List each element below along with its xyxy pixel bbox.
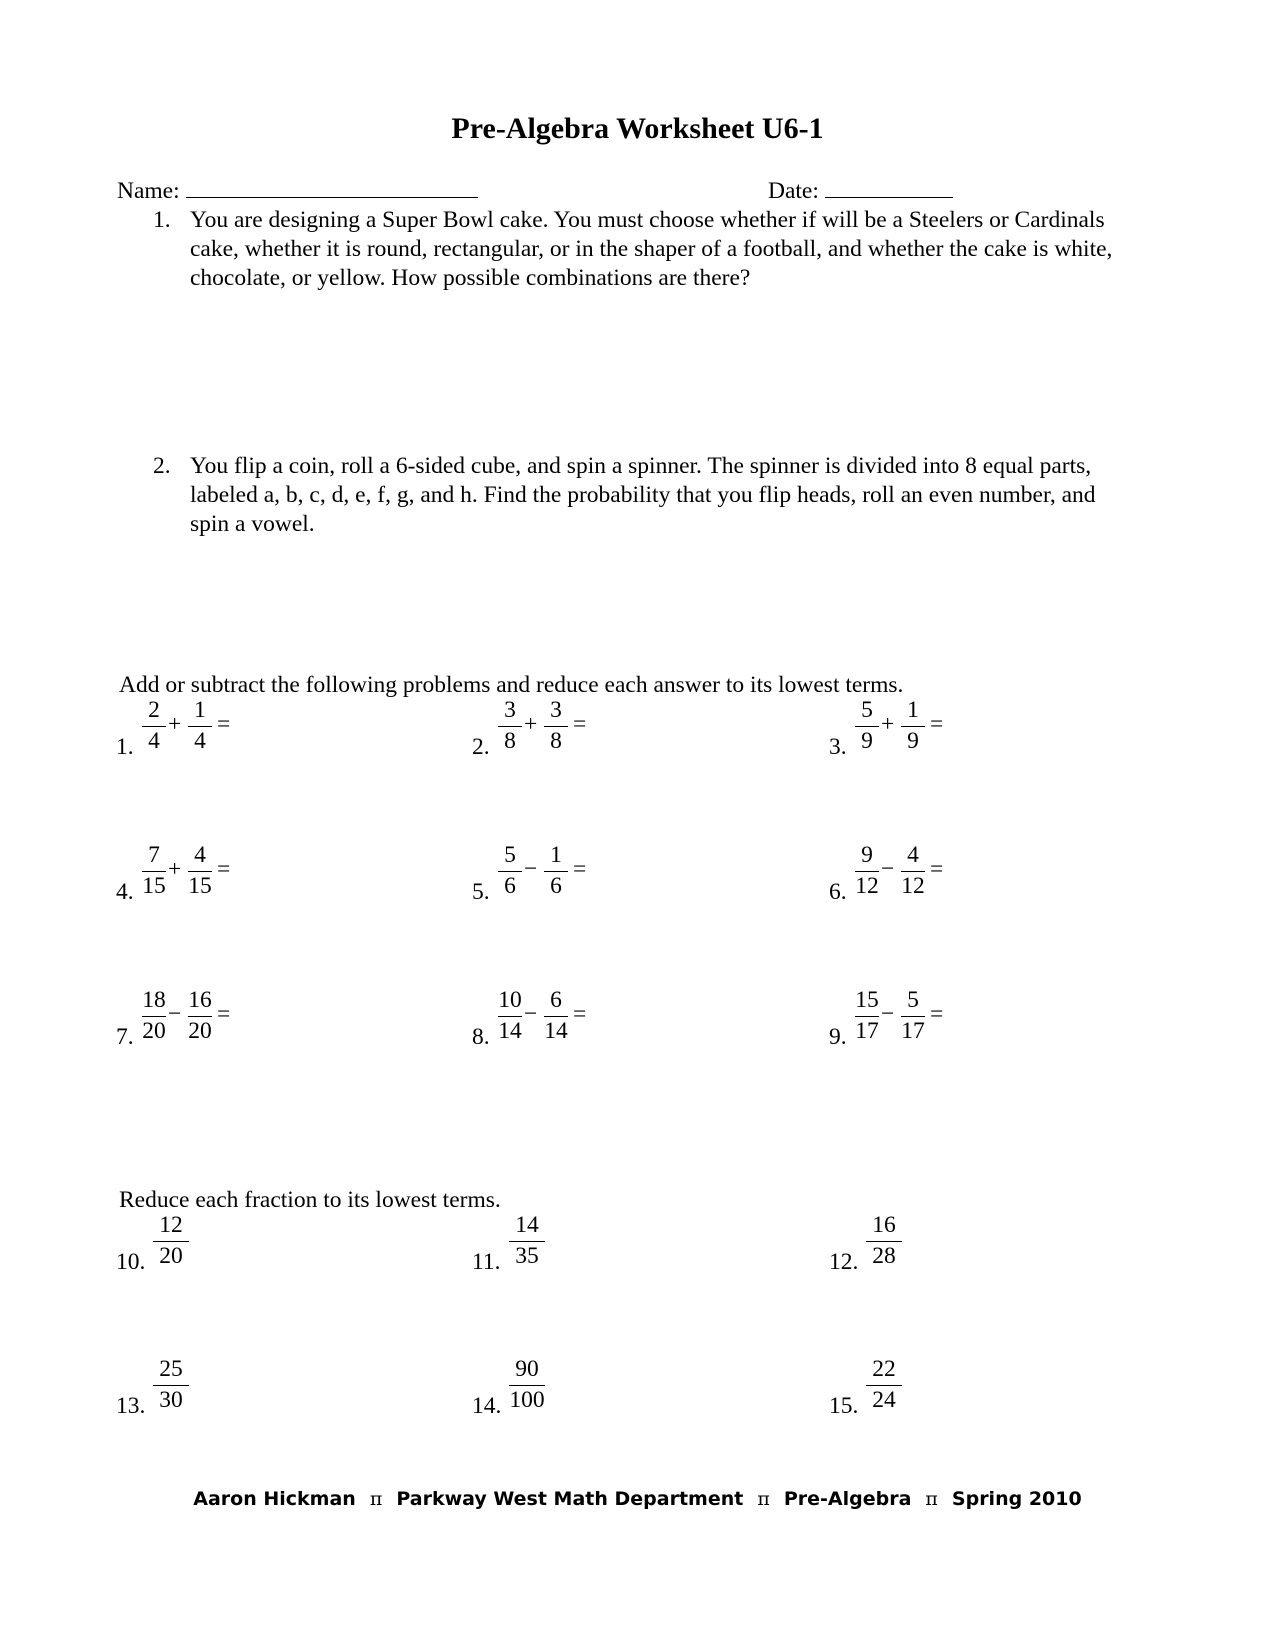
- name-label: Name:: [117, 178, 180, 204]
- question-number: 1.: [153, 207, 171, 233]
- operator: +: [524, 711, 538, 737]
- problem-number: 6.: [829, 879, 847, 905]
- numerator: 1: [550, 842, 562, 868]
- numerator: 16: [872, 1212, 896, 1238]
- fraction-bar: [188, 871, 212, 872]
- date-field[interactable]: [768, 178, 953, 205]
- problem-number: 10.: [116, 1249, 146, 1275]
- equals-sign: =: [573, 1001, 587, 1027]
- fraction-bar: [142, 1016, 166, 1017]
- equals-sign: =: [573, 711, 587, 737]
- problem-number: 4.: [116, 879, 134, 905]
- denominator: 15: [142, 873, 166, 899]
- denominator: 20: [159, 1243, 183, 1269]
- equals-sign: =: [217, 856, 231, 882]
- problem-number: 12.: [829, 1249, 859, 1275]
- operator: +: [168, 711, 182, 737]
- denominator: 6: [504, 873, 516, 899]
- denominator: 8: [504, 728, 516, 754]
- equals-sign: =: [930, 856, 944, 882]
- problem-number: 13.: [116, 1393, 146, 1419]
- equals-sign: =: [217, 711, 231, 737]
- fraction-bar: [498, 726, 522, 727]
- numerator: 7: [148, 842, 160, 868]
- name-field[interactable]: [117, 178, 478, 205]
- fraction-bar: [544, 726, 568, 727]
- reduce-problem: [116, 1213, 256, 1273]
- denominator: 6: [550, 873, 562, 899]
- fraction-problem: [116, 843, 286, 903]
- denominator: 28: [872, 1243, 896, 1269]
- problem-number: 7.: [116, 1024, 134, 1050]
- date-label: Date:: [768, 178, 819, 204]
- problem-number: 8.: [472, 1024, 490, 1050]
- numerator: 22: [872, 1356, 896, 1382]
- fraction-problem: [472, 988, 642, 1048]
- equals-sign: =: [573, 856, 587, 882]
- fraction-problem: [829, 843, 999, 903]
- denominator: 9: [907, 728, 919, 754]
- reduce-problem: [472, 1213, 612, 1273]
- question-number: 2.: [153, 453, 171, 479]
- fraction-bar: [855, 726, 879, 727]
- fraction-bar: [544, 871, 568, 872]
- add-subtract-instruction: Add or subtract the following problems and reduce each answer to its lowest terms.: [119, 672, 904, 698]
- reduce-problem: [829, 1357, 969, 1417]
- fraction-problem: [116, 988, 286, 1048]
- problem-number: 1.: [116, 734, 134, 760]
- denominator: 17: [901, 1018, 925, 1044]
- numerator: 4: [907, 842, 919, 868]
- operator: −: [524, 1001, 538, 1027]
- reduce-problem: [116, 1357, 256, 1417]
- operator: +: [881, 711, 895, 737]
- numerator: 5: [861, 697, 873, 723]
- fraction-bar: [901, 726, 925, 727]
- equals-sign: =: [930, 1001, 944, 1027]
- fraction-bar: [901, 1016, 925, 1017]
- fraction-bar: [901, 871, 925, 872]
- fraction-bar: [866, 1241, 902, 1242]
- numerator: 18: [142, 987, 166, 1013]
- numerator: 25: [159, 1356, 183, 1382]
- numerator: 3: [504, 697, 516, 723]
- problem-number: 2.: [472, 734, 490, 760]
- pi-icon: π: [369, 1488, 383, 1510]
- problem-number: 5.: [472, 879, 490, 905]
- fraction-bar: [153, 1385, 189, 1386]
- worksheet-title: Pre-Algebra Worksheet U6-1: [451, 112, 824, 145]
- fraction-bar: [509, 1241, 545, 1242]
- denominator: 4: [194, 728, 206, 754]
- fraction-bar: [498, 871, 522, 872]
- operator: −: [881, 1001, 895, 1027]
- fraction-problem: [829, 698, 999, 758]
- pi-icon: π: [925, 1488, 938, 1510]
- denominator: 12: [901, 873, 925, 899]
- problem-number: 3.: [829, 734, 847, 760]
- fraction-bar: [142, 871, 166, 872]
- problem-number: 9.: [829, 1024, 847, 1050]
- fraction-problem: [829, 988, 999, 1048]
- fraction-bar: [855, 871, 879, 872]
- footer: [0, 1488, 1275, 1510]
- problem-number: 14.: [472, 1393, 502, 1419]
- footer-author: Aaron Hickman: [193, 1488, 356, 1510]
- denominator: 15: [188, 873, 212, 899]
- numerator: 1: [194, 697, 206, 723]
- fraction-bar: [498, 1016, 522, 1017]
- numerator: 12: [159, 1212, 183, 1238]
- question-text: You are designing a Super Bowl cake. You must choose whether if will be a Steelers or Cardinals cake, whether it is round, rectangular, or in the shaper of a football, and whether the cake is white, chocolate, or yellow. How possible combinations are there?: [190, 207, 1113, 291]
- numerator: 10: [498, 987, 522, 1013]
- numerator: 5: [504, 842, 516, 868]
- operator: −: [524, 856, 538, 882]
- fraction-bar: [188, 1016, 212, 1017]
- denominator: 17: [855, 1018, 879, 1044]
- denominator: 35: [515, 1243, 539, 1269]
- operator: +: [168, 856, 182, 882]
- numerator: 9: [861, 842, 873, 868]
- numerator: 3: [550, 697, 562, 723]
- numerator: 1: [907, 697, 919, 723]
- denominator: 12: [855, 873, 879, 899]
- fraction-problem: [472, 698, 642, 758]
- pi-icon: π: [757, 1488, 770, 1510]
- numerator: 6: [550, 987, 562, 1013]
- numerator: 14: [515, 1212, 539, 1238]
- date-blank[interactable]: [825, 197, 953, 198]
- name-blank[interactable]: [186, 197, 478, 198]
- denominator: 9: [861, 728, 873, 754]
- equals-sign: =: [217, 1001, 231, 1027]
- fraction-bar: [188, 726, 212, 727]
- operator: −: [168, 1001, 182, 1027]
- reduce-problem: [472, 1357, 612, 1417]
- numerator: 4: [194, 842, 206, 868]
- fraction-bar: [153, 1241, 189, 1242]
- numerator: 15: [855, 987, 879, 1013]
- fraction-problem: [116, 698, 286, 758]
- denominator: 14: [544, 1018, 568, 1044]
- numerator: 2: [148, 697, 160, 723]
- reduce-problem: [829, 1213, 969, 1273]
- denominator: 8: [550, 728, 562, 754]
- numerator: 16: [188, 987, 212, 1013]
- denominator: 20: [142, 1018, 166, 1044]
- denominator: 14: [498, 1018, 522, 1044]
- fraction-bar: [855, 1016, 879, 1017]
- equals-sign: =: [930, 711, 944, 737]
- fraction-bar: [544, 1016, 568, 1017]
- footer-term: Spring 2010: [951, 1488, 1082, 1510]
- denominator: 30: [159, 1387, 183, 1413]
- fraction-bar: [509, 1385, 545, 1386]
- question-text: You flip a coin, roll a 6-sided cube, and spin a spinner. The spinner is divided into 8 equal parts, labeled a, b, c, d, e, f, g, and h. Find the probability that you flip heads, roll an even number, and spin a vowel.: [190, 453, 1096, 537]
- fraction-bar: [142, 726, 166, 727]
- denominator: 20: [188, 1018, 212, 1044]
- denominator: 24: [872, 1387, 896, 1413]
- fraction-problem: [472, 843, 642, 903]
- operator: −: [881, 856, 895, 882]
- footer-department: Parkway West Math Department: [396, 1488, 744, 1510]
- problem-number: 11.: [472, 1249, 501, 1275]
- denominator: 4: [148, 728, 160, 754]
- numerator: 5: [907, 987, 919, 1013]
- denominator: 100: [509, 1387, 545, 1413]
- footer-course: Pre-Algebra: [783, 1488, 912, 1510]
- fraction-bar: [866, 1385, 902, 1386]
- question-2: [153, 452, 1133, 539]
- problem-number: 15.: [829, 1393, 859, 1419]
- reduce-instruction: Reduce each fraction to its lowest terms.: [119, 1187, 501, 1213]
- numerator: 90: [515, 1356, 539, 1382]
- question-1: [153, 206, 1133, 293]
